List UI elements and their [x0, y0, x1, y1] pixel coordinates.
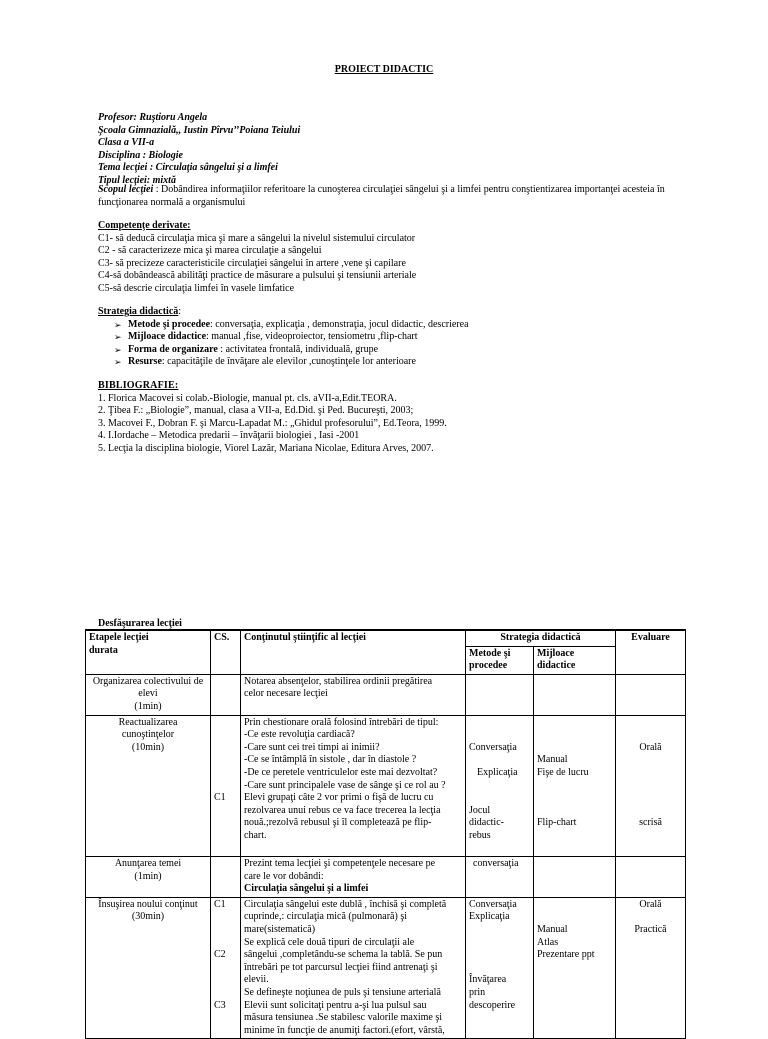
cell-metode: conversaţia — [466, 857, 534, 898]
cell-continut: Circulaţia sângelui este dublă , închisă şi completă cuprinde,: circulaţia mică (pulmonară) şi mare(sistematică) Se explică cele două tipuri de circulaţii ale sângelui ,completându-se schema la tablă. Se pun întrebări pe tot parcursul lecţiei fiind antrenaţi şi elevii. Se defineşte noţiunea de puls şi tensiune arterială Elevii sunt solicitaţi pentru a-şi lua pulsul sau măsura tensiunea .Se stabilesc valorile maxime şi minime în funcţie de anumiţi factori.(efort, vârstă, — [241, 897, 466, 1039]
arrow-bullet-icon: ➢ — [114, 332, 122, 343]
strategy-section: Strategia didactică: ➢ Metode şi procedee: conversaţia, explicaţia , demonstraţia, jocul didactic, descrierea ➢ Mijloace didactice: manual ,fise, videoproiector, tensiometru ,flip-chart ➢ Forma de organizare : activitatea frontală, individuală, grupe ➢ Resurse: capacităţile de învăţare ale elevilor ,cunoştinţele lor anterioare — [98, 306, 698, 369]
strategy-item: ➢ Metode şi procedee: conversaţia, explicaţia , demonstraţia, jocul didactic, descrierea — [114, 318, 469, 330]
cell-metode: Conversaţia Explicaţia Învăţarea prin descoperire — [466, 897, 534, 1039]
bibliography-item: 5. Lecţia la disciplina biologie, Viorel Lazăr, Mariana Nicolae, Editura Arves, 2007. — [98, 442, 434, 454]
strategy-item: ➢ Forma de organizare : activitatea frontală, individuală, grupe — [114, 343, 379, 355]
header-evaluare: Evaluare — [616, 630, 686, 674]
lesson-table — [85, 629, 686, 1039]
bibliography-item: 3. Macovei F., Dobran F. şi Marcu-Lapadat M.: „Ghidul profesorului”, Ed.Teora, 1999. — [98, 417, 447, 429]
table-header-row — [86, 630, 686, 646]
bibliography-item: 4. I.Iordache – Metodica predarii – învăţarii biologiei , Iasi -2001 — [98, 430, 360, 442]
competence-item: C3- să precizeze caracteristicile circulaţiei sângelui în artere ,vene şi capilare — [98, 257, 406, 269]
competences-section — [98, 220, 698, 296]
arrow-bullet-icon: ➢ — [114, 344, 122, 355]
header-strategia: Strategia didactică — [466, 630, 616, 646]
arrow-bullet-icon: ➢ — [114, 319, 122, 330]
competence-item: C1- să deducă circulaţia mica şi mare a sângelui la nivelul sistemului circulator — [98, 232, 416, 244]
cell-continut: Prin chestionare orală folosind întrebări de tipul: -Ce este revoluţia cardiacă? -Care sunt cei trei timpi ai inimii? -Ce se întâmplă în sistole , dar în diastole ? -De ce peretele ventriculelor este mai dezvoltat? -Care sunt principalele vase de sânge şi ce rol au ? Elevi grupaţi câte 2 vor primi o fişă de lucru cu rezolvarea unui rebus ce va face trecerea la lecţia nouă.;rezolvă rebusul şi îl completează pe flip- chart. — [241, 715, 466, 857]
strategy-item: ➢ Mijloace didactice: manual ,fise, videoproiector, tensiometru ,flip-chart — [114, 331, 418, 343]
competences-heading: Competenţe derivate: — [98, 220, 191, 231]
cell-etapa: Organizarea colectivului de elevi (1min) — [86, 674, 211, 715]
bibliography-item: 2. Ţibea F.: „Biologie”, manual, clasa a VII-a, Ed.Did. şi Ped. Bucureşti, 2003; — [98, 405, 414, 417]
strategy-list — [98, 319, 698, 369]
bibliography-heading: BIBLIOGRAFIE: — [98, 380, 179, 391]
competence-item: C2 - să caracterizeze mica şi marea circulaţie a sângelui — [98, 245, 322, 257]
cell-continut: Notarea absenţelor, stabilirea ordinii pregătirea celor necesare lecţiei — [241, 674, 466, 715]
purpose-label: Scopul lecţiei — [98, 184, 154, 195]
header-metode: Metode şi procedee — [466, 646, 534, 674]
cell-etapa: Anunţarea temei (1min) — [86, 857, 211, 898]
cell-evaluare — [616, 857, 686, 898]
header-continut: Conţinutul ştiinţific al lecţiei — [241, 630, 466, 674]
cell-metode — [466, 674, 534, 715]
strategy-item: ➢ Resurse: capacităţile de învăţare ale elevilor ,cunoştinţele lor anterioare — [114, 356, 416, 368]
cell-cs: C1 — [211, 715, 241, 857]
table-row — [86, 857, 686, 898]
cell-cs — [211, 857, 241, 898]
cell-mijloace: Manual Atlas Prezentare ppt — [534, 897, 616, 1039]
header-etapa: Etapele lecţiei durata — [86, 630, 211, 674]
cell-cs — [211, 674, 241, 715]
cell-mijloace — [534, 857, 616, 898]
cell-cs: C1 C2 C3 — [211, 897, 241, 1039]
bibliography-item: 1. Florica Macovei si colab.-Biologie, manual pt. cls. aVII-a,Edit.TEORA. — [98, 392, 397, 404]
cell-continut: Prezint tema lecţiei şi competenţele necesare pe care le vor dobândi: Circulaţia sângelui şi a limfei — [241, 857, 466, 898]
cell-metode: Conversaţia Explicaţia Jocul didactic- rebus — [466, 715, 534, 857]
school-name: Şcoala Gimnazială,, Iustin Pîrvu’’Poiana Teiului — [98, 124, 301, 136]
lesson-info — [98, 112, 698, 188]
cell-etapa: Însuşirea noului conţinut (30min) — [86, 897, 211, 1039]
cell-etapa: Reactualizarea cunoştinţelor (10min) — [86, 715, 211, 857]
cell-evaluare — [616, 674, 686, 715]
table-row — [86, 897, 686, 1039]
strategy-heading: Strategia didactică — [98, 306, 179, 317]
teacher-name: Profesor: Ruştioru Angela — [98, 112, 208, 123]
table-row — [86, 715, 686, 857]
competence-item: C5-să descrie circulaţia limfei în vasele limfatice — [98, 282, 295, 294]
cell-mijloace — [534, 674, 616, 715]
lesson-purpose — [98, 184, 713, 209]
lesson-type: Tipul lecţiei: mixtă — [98, 174, 176, 186]
lesson-topic: Tema lecţiei : Circulaţia sângelui şi a limfei — [98, 162, 278, 174]
class-name: Clasa a VII-a — [98, 137, 155, 149]
cell-evaluare: Orală scrisă — [616, 715, 686, 857]
header-cs: CS. — [211, 630, 241, 674]
purpose-text: : Dobândirea informaţiilor referitoare la cunoşterea circulaţiei sângelui şi a limfei pentru conştientizarea importanţei acesteia în funcţionarea normală a organismului — [98, 184, 665, 208]
bibliography-section — [98, 380, 698, 456]
table-row — [86, 674, 686, 715]
cell-mijloace: Manual Fişe de lucru Flip-chart — [534, 715, 616, 857]
header-mijloace: Mijloace didactice — [534, 646, 616, 674]
cell-evaluare: Orală Practică — [616, 897, 686, 1039]
lesson-flow-heading: Desfăşurarea lecţiei — [98, 618, 182, 629]
discipline: Disciplina : Biologie — [98, 149, 183, 161]
competence-item: C4-să dobândească abilităţi practice de măsurare a pulsului şi tensiunii arteriale — [98, 270, 417, 282]
arrow-bullet-icon: ➢ — [114, 357, 122, 368]
document-title: PROIECT DIDACTIC — [334, 64, 434, 75]
